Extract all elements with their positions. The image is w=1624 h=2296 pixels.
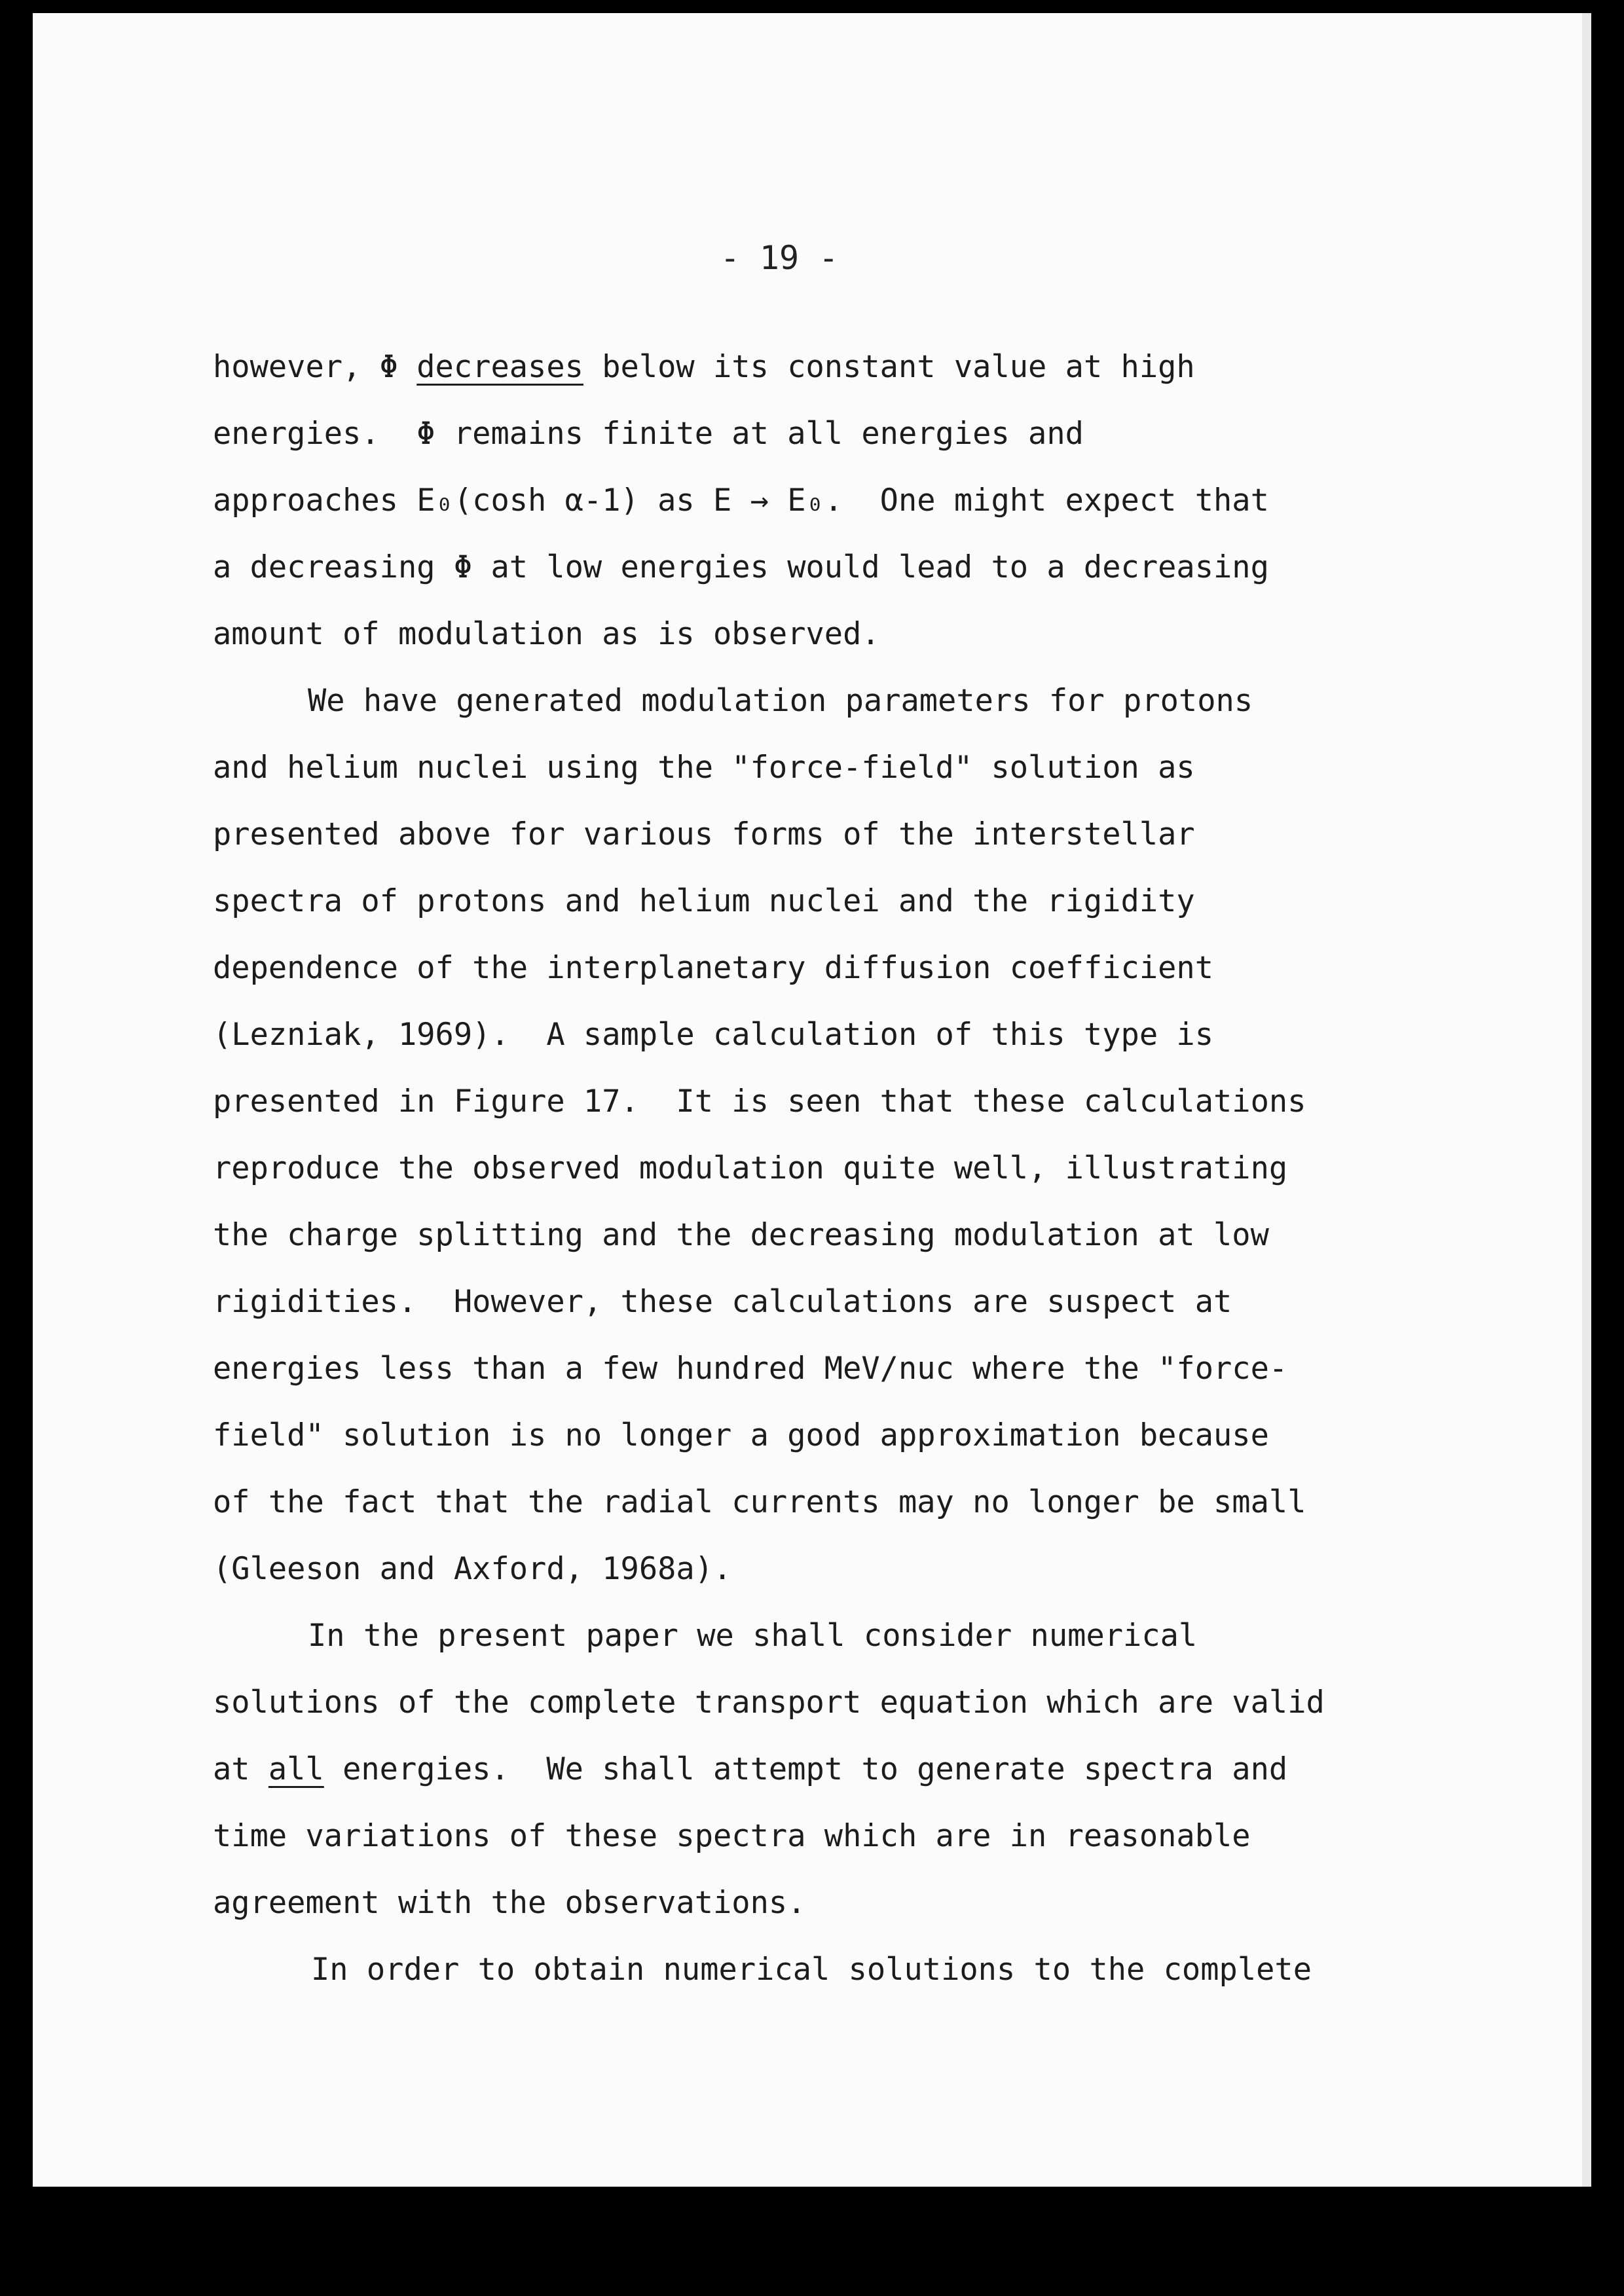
text-line	[213, 1736, 1457, 1803]
paragraph-1	[213, 334, 1457, 668]
text-line: (Lezniak, 1969). A sample calculation of this type is	[213, 1017, 1214, 1053]
text-line	[213, 334, 1457, 401]
page-number: - 19 -	[720, 239, 839, 277]
text-line: the charge splitting and the decreasing modulation at low	[213, 1217, 1269, 1253]
paragraph-2	[213, 668, 1457, 1603]
body-text	[213, 334, 1457, 2003]
text-span: below its constant value at high	[583, 349, 1195, 385]
text-line: spectra of protons and helium nuclei and the rigidity	[213, 883, 1195, 919]
text-line: rigidities. However, these calculations are suspect at	[213, 1284, 1232, 1320]
text-line: In order to obtain numerical solutions to the complete	[311, 1952, 1312, 1988]
text-line: reproduce the observed modulation quite well, illustrating	[213, 1150, 1288, 1186]
paragraph-4	[213, 1937, 1457, 2003]
text-line: We have generated modulation parameters for protons	[308, 683, 1253, 719]
text-line: presented in Figure 17. It is seen that these calculations	[213, 1084, 1306, 1120]
text-line: field" solution is no longer a good approximation because	[213, 1417, 1269, 1453]
text-line: time variations of these spectra which are in reasonable	[213, 1818, 1251, 1854]
text-line: In the present paper we shall consider numerical	[308, 1618, 1198, 1654]
text-line: solutions of the complete transport equation which are valid	[213, 1685, 1325, 1721]
text-line: (Gleeson and Axford, 1968a).	[213, 1551, 732, 1587]
text-line: presented above for various forms of the interstellar	[213, 816, 1195, 852]
text-span: energies. We shall attempt to generate spectra and	[323, 1751, 1288, 1787]
underlined-word: all	[268, 1751, 324, 1787]
paragraph-3	[213, 1603, 1457, 1937]
text-line: and helium nuclei using the "force-field" solution as	[213, 750, 1195, 786]
text-line: a decreasing Φ at low energies would lead to a decreasing	[213, 549, 1269, 585]
underlined-word: decreases	[416, 349, 583, 385]
document-page	[33, 13, 1591, 2187]
text-line: dependence of the interplanetary diffusion coefficient	[213, 950, 1214, 986]
text-line: energies less than a few hundred MeV/nuc where the "force-	[213, 1351, 1288, 1387]
text-line: of the fact that the radial currents may no longer be small	[213, 1484, 1306, 1520]
text-line: amount of modulation as is observed.	[213, 616, 880, 652]
text-span: however, Φ	[213, 349, 417, 385]
text-line: energies. Φ remains finite at all energies and	[213, 416, 1084, 452]
text-line: approaches E₀(cosh α-1) as E → E₀. One might expect that	[213, 483, 1269, 519]
text-span: at	[213, 1751, 268, 1787]
text-line: agreement with the observations.	[213, 1885, 806, 1921]
